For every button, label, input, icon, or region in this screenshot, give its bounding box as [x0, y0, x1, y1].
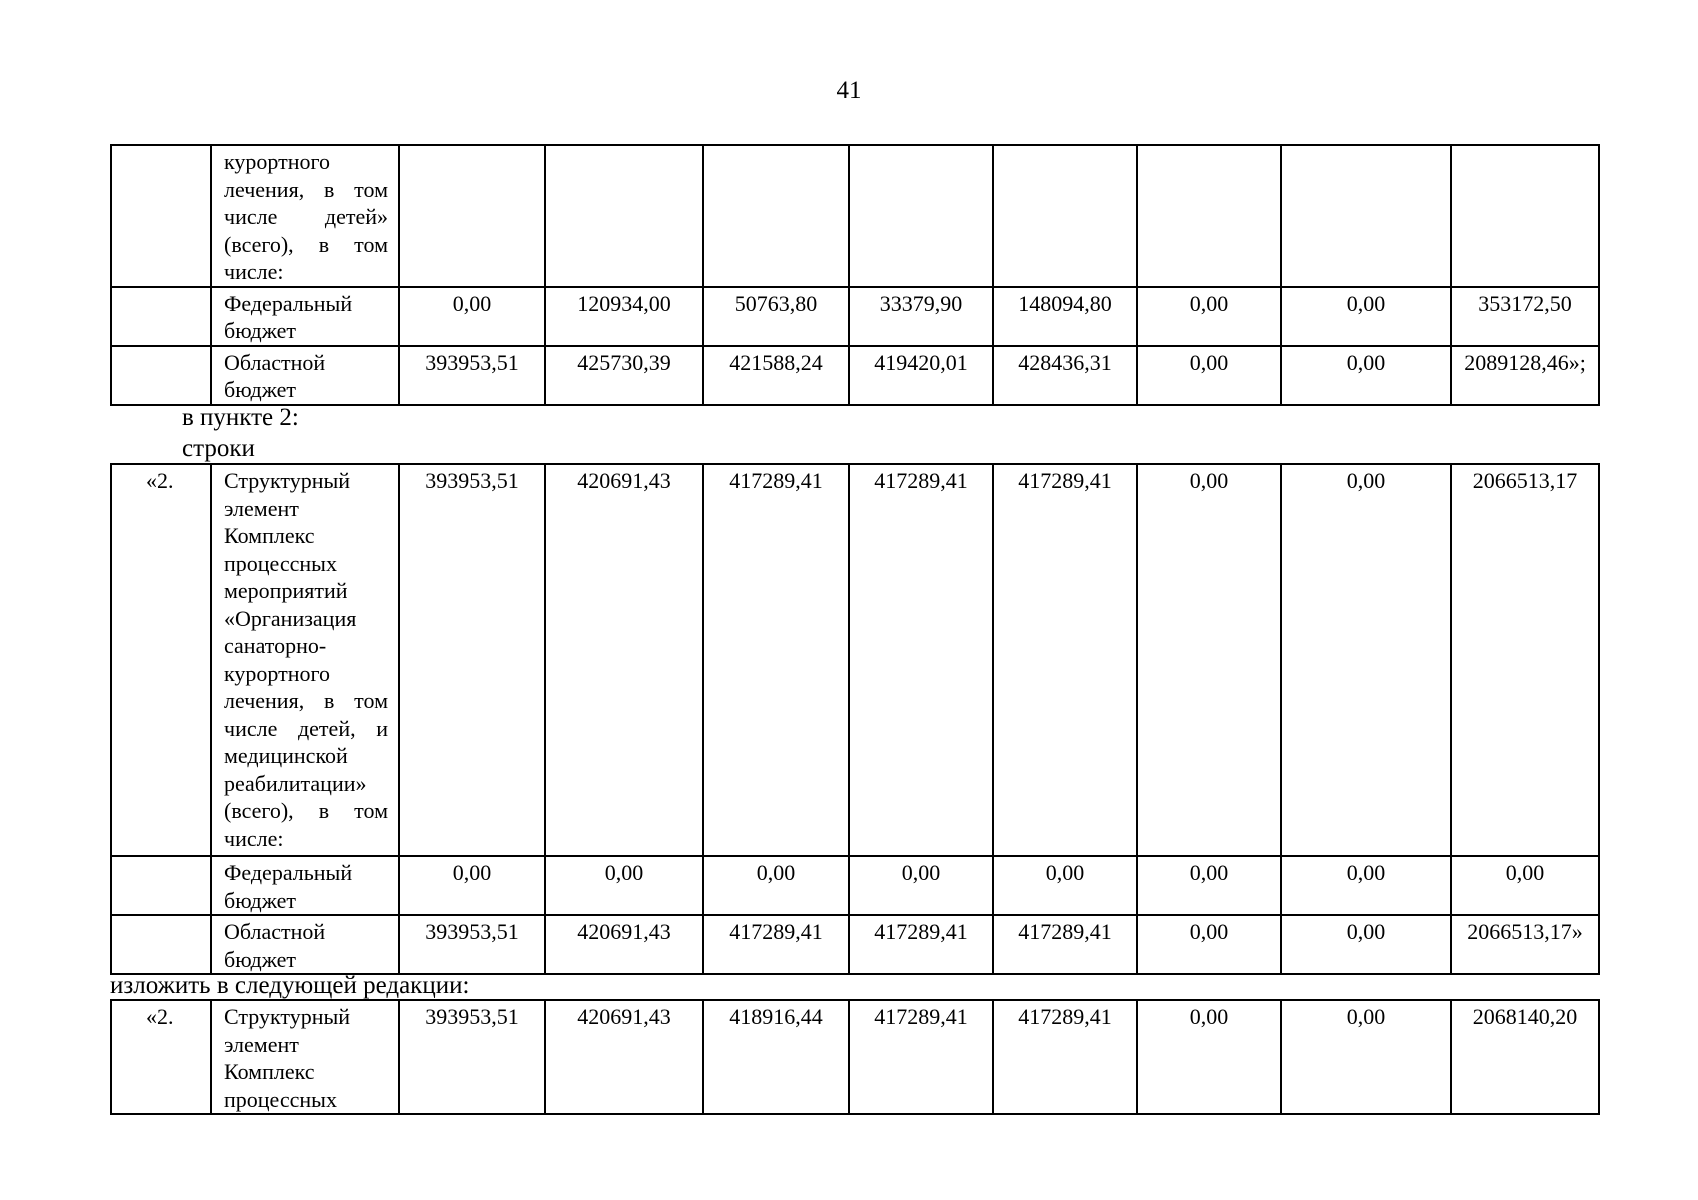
table-row	[111, 464, 1599, 856]
value-cell: 0,00	[1137, 287, 1281, 346]
value-cell: 0,00	[1137, 464, 1281, 856]
value-cell: 0,00	[1137, 915, 1281, 974]
row-name-cell: Областной бюджет	[211, 346, 399, 405]
value-cell: 417289,41	[849, 1000, 993, 1114]
value-cell: 148094,80	[993, 287, 1137, 346]
row-name-cell: курортного лечения, в том числе детей» (всего), в том числе:	[211, 145, 399, 287]
table-row	[111, 346, 1599, 405]
value-cell	[1137, 145, 1281, 287]
paragraph-point-2: в пункте 2:	[182, 404, 299, 431]
value-cell: 425730,39	[545, 346, 703, 405]
value-cell: 0,00	[1281, 287, 1451, 346]
value-cell: 2066513,17»	[1451, 915, 1599, 974]
value-cell: 2066513,17	[1451, 464, 1599, 856]
value-cell: 417289,41	[993, 915, 1137, 974]
value-cell: 0,00	[545, 856, 703, 915]
value-cell: 120934,00	[545, 287, 703, 346]
paragraph-new-edition: изложить в следующей редакции:	[110, 972, 470, 999]
table-row	[111, 1000, 1599, 1114]
row-name-cell: Федеральный бюджет	[211, 856, 399, 915]
value-cell: 0,00	[1281, 346, 1451, 405]
value-cell: 50763,80	[703, 287, 849, 346]
value-cell: 0,00	[1137, 856, 1281, 915]
value-cell: 0,00	[1281, 464, 1451, 856]
row-number-cell	[111, 346, 211, 405]
value-cell: 0,00	[993, 856, 1137, 915]
value-cell	[703, 145, 849, 287]
value-cell: 0,00	[1281, 1000, 1451, 1114]
value-cell: 417289,41	[703, 915, 849, 974]
table-row	[111, 856, 1599, 915]
value-cell: 393953,51	[399, 346, 545, 405]
value-cell: 0,00	[399, 287, 545, 346]
value-cell: 0,00	[399, 856, 545, 915]
value-cell: 417289,41	[993, 1000, 1137, 1114]
value-cell: 417289,41	[703, 464, 849, 856]
value-cell: 0,00	[1137, 1000, 1281, 1114]
row-number-cell	[111, 915, 211, 974]
value-cell: 0,00	[703, 856, 849, 915]
value-cell: 33379,90	[849, 287, 993, 346]
value-cell: 418916,44	[703, 1000, 849, 1114]
value-cell: 420691,43	[545, 464, 703, 856]
value-cell	[1451, 145, 1599, 287]
table-row	[111, 145, 1599, 287]
value-cell: 420691,43	[545, 1000, 703, 1114]
value-cell: 420691,43	[545, 915, 703, 974]
value-cell	[993, 145, 1137, 287]
row-name-cell: Структурный элемент Комплекс процессных мероприятий «Организация санаторно-курортного лечения, в том числе детей, и медицинской реабилитации» (всего), в том числе:	[211, 464, 399, 856]
row-number-cell	[111, 856, 211, 915]
value-cell	[545, 145, 703, 287]
value-cell: 2089128,46»;	[1451, 346, 1599, 405]
table-row	[111, 915, 1599, 974]
value-cell: 393953,51	[399, 464, 545, 856]
value-cell	[1281, 145, 1451, 287]
value-cell: 417289,41	[993, 464, 1137, 856]
row-number-cell: «2.	[111, 464, 211, 856]
value-cell: 0,00	[1137, 346, 1281, 405]
value-cell: 0,00	[849, 856, 993, 915]
value-cell: 2068140,20	[1451, 1000, 1599, 1114]
row-number-cell: «2.	[111, 1000, 211, 1114]
value-cell	[849, 145, 993, 287]
value-cell: 0,00	[1281, 915, 1451, 974]
table-row	[111, 287, 1599, 346]
value-cell	[399, 145, 545, 287]
value-cell: 419420,01	[849, 346, 993, 405]
budget-table-old-lines	[110, 463, 1600, 975]
row-number-cell	[111, 287, 211, 346]
row-number-cell	[111, 145, 211, 287]
value-cell: 421588,24	[703, 346, 849, 405]
budget-table-continued	[110, 144, 1600, 406]
value-cell: 353172,50	[1451, 287, 1599, 346]
budget-table-new-lines	[110, 999, 1600, 1115]
value-cell: 428436,31	[993, 346, 1137, 405]
value-cell: 0,00	[1451, 856, 1599, 915]
row-name-cell: Структурный элемент Комплекс процессных	[211, 1000, 399, 1114]
row-name-cell: Областной бюджет	[211, 915, 399, 974]
value-cell: 417289,41	[849, 464, 993, 856]
row-name-cell: Федеральный бюджет	[211, 287, 399, 346]
value-cell: 393953,51	[399, 1000, 545, 1114]
page-number: 41	[836, 77, 862, 104]
value-cell: 0,00	[1281, 856, 1451, 915]
value-cell: 393953,51	[399, 915, 545, 974]
paragraph-lines: строки	[182, 435, 255, 462]
value-cell: 417289,41	[849, 915, 993, 974]
